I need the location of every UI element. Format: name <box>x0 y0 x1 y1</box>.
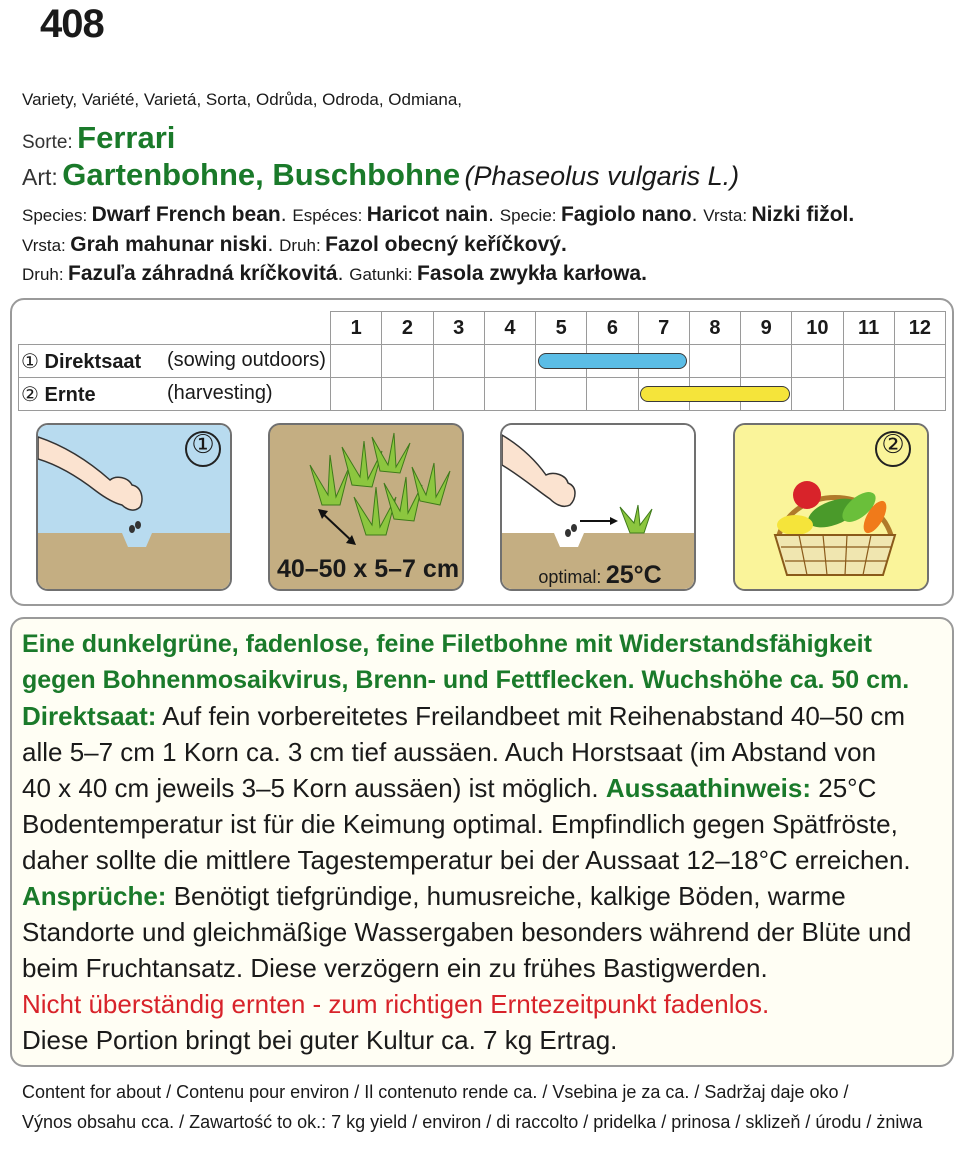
month-header: 4 <box>484 312 535 345</box>
species-value: Haricot nain <box>366 203 489 226</box>
harvest-period-bar <box>640 386 790 402</box>
art-label: Art: <box>22 164 58 190</box>
month-header: 11 <box>843 312 894 345</box>
germination-illustration <box>500 423 696 591</box>
species-label: Vrsta: <box>703 206 748 225</box>
species-line-2: Vrsta: Grah mahunar niski. Druh: Fazol obecný keříčkový. <box>22 233 567 256</box>
description-line-10: beim Fruchtansatz. Diese verzögern ein zu frühes Bastigwerden. <box>22 953 768 983</box>
species-value: Fasola zwykła karłowa. <box>417 262 647 285</box>
spacing-illustration <box>268 423 464 591</box>
species-label: Species: <box>22 206 88 225</box>
optimal-temperature: 25°C <box>605 561 662 589</box>
description-text: 40 x 40 cm jeweils 3–5 Korn aussäen) ist möglich. <box>22 773 599 803</box>
species-value: Dwarf French bean <box>91 203 281 226</box>
species-label: Espéces: <box>292 206 363 225</box>
latin-name: (Phaseolus vulgaris L.) <box>464 161 740 191</box>
art-line <box>22 157 739 193</box>
month-header: 9 <box>741 312 792 345</box>
species-value: Fagiolo nano <box>560 203 692 226</box>
month-header: 5 <box>536 312 587 345</box>
harvest-warning: Nicht überständig ernten - zum richtigen Erntezeitpunkt fadenlos. <box>22 989 770 1019</box>
month-header: 6 <box>587 312 638 345</box>
footer-line-2: Výnos obsahu cca. / Zawartość to ok.: 7 kg yield / environ / di raccolto / pridelka / prinosa / sklizeň / úrodu / żniwa <box>22 1112 923 1132</box>
description-line-5 <box>22 770 876 806</box>
footer-line-1: Content for about / Contenu pour environ / Il contenuto rende ca. / Vsebina je za ca. / Sadržaj daje oko / <box>22 1082 849 1102</box>
description-intro-line-1: Eine dunkelgrüne, fadenlose, feine Filetbohne mit Widerstandsfähigkeit <box>22 630 872 658</box>
description-text: Benötigt tiefgründige, humusreiche, kalkige Böden, warme <box>173 881 846 911</box>
month-header: 1 <box>331 312 382 345</box>
aussaathinweis-heading: Aussaathinweis: <box>605 773 812 803</box>
month-header: 12 <box>894 312 945 345</box>
tile-step-number: ② <box>881 429 905 459</box>
month-header: 7 <box>638 312 689 345</box>
description-line-6: Bodentemperatur ist für die Keimung optimal. Empfindlich gegen Spätfröste, <box>22 809 898 839</box>
species-value: Nizki fižol. <box>751 203 855 226</box>
harvest-illustration <box>733 423 929 591</box>
calendar-header-row <box>19 312 946 345</box>
month-header: 3 <box>433 312 484 345</box>
description-line-3 <box>22 698 905 734</box>
month-header: 2 <box>382 312 433 345</box>
temperature-label <box>502 561 696 590</box>
description-line-7: daher sollte die mittlere Tagestemperatur bei der Aussaat 12–18°C erreichen. <box>22 845 911 875</box>
sorte-line <box>22 120 175 156</box>
variety-line: Variety, Variété, Varietá, Sorta, Odrůda, Odroda, Odmiana, <box>22 90 463 109</box>
step-number: ② <box>21 383 39 406</box>
direktsaat-heading: Direktsaat: <box>22 701 157 731</box>
species-label: Gatunki: <box>349 265 413 284</box>
species-label: Druh: <box>279 236 321 255</box>
species-label: Specie: <box>499 206 557 225</box>
row-name: Direktsaat <box>44 350 142 373</box>
row-note: (harvesting) <box>167 381 273 404</box>
row-label-sowing <box>19 345 331 378</box>
row-note: (sowing outdoors) <box>167 348 326 371</box>
species-value: Fazuľa záhradná kríčkovitá <box>68 262 338 285</box>
species-label: Druh: <box>22 265 64 284</box>
species-line-3: Druh: Fazuľa záhradná kríčkovitá. Gatunki: Fasola zwykła karłowa. <box>22 262 647 285</box>
description-line-4: alle 5–7 cm 1 Korn ca. 3 cm tief aussäen. Auch Horstsaat (im Abstand von <box>22 737 877 767</box>
month-header: 10 <box>792 312 843 345</box>
calendar-corner <box>19 312 331 345</box>
row-name: Ernte <box>44 383 96 406</box>
ansprueche-heading: Ansprüche: <box>22 881 167 911</box>
species-label: Vrsta: <box>22 236 66 255</box>
variety-name: Ferrari <box>77 120 176 155</box>
art-name: Gartenbohne, Buschbohne <box>62 157 461 192</box>
sowing-illustration <box>36 423 232 591</box>
description-text: Auf fein vorbereitetes Freilandbeet mit Reihenabstand 40–50 cm <box>162 701 906 731</box>
tile-step-number: ① <box>191 429 215 459</box>
description-line-9: Standorte und gleichmäßige Wassergaben besonders während der Blüte und <box>22 917 912 947</box>
month-header: 8 <box>689 312 740 345</box>
species-line-1: Species: Dwarf French bean. Espéces: Haricot nain. Specie: Fagiolo nano. Vrsta: Nizki fižol. <box>22 203 855 226</box>
description-line-8 <box>22 878 846 914</box>
sowing-calendar <box>18 311 946 411</box>
packet-number: 408 <box>40 2 104 46</box>
calendar-row-harvest <box>19 378 946 411</box>
row-label-harvest <box>19 378 331 411</box>
calendar-row-sowing <box>19 345 946 378</box>
sorte-label: Sorte: <box>22 132 73 153</box>
description-intro-line-2: gegen Bohnenmosaikvirus, Brenn- und Fettflecken. Wuchshöhe ca. 50 cm. <box>22 666 910 694</box>
description-text: 25°C <box>818 773 877 803</box>
yield-note: Diese Portion bringt bei guter Kultur ca. 7 kg Ertrag. <box>22 1025 618 1055</box>
sowing-period-bar <box>538 353 688 369</box>
step-number: ① <box>21 350 39 373</box>
spacing-label: 40–50 x 5–7 cm <box>276 555 460 583</box>
species-value: Fazol obecný keříčkový. <box>325 233 567 256</box>
optimal-label: optimal: <box>538 567 602 587</box>
species-value: Grah mahunar niski <box>70 233 268 256</box>
